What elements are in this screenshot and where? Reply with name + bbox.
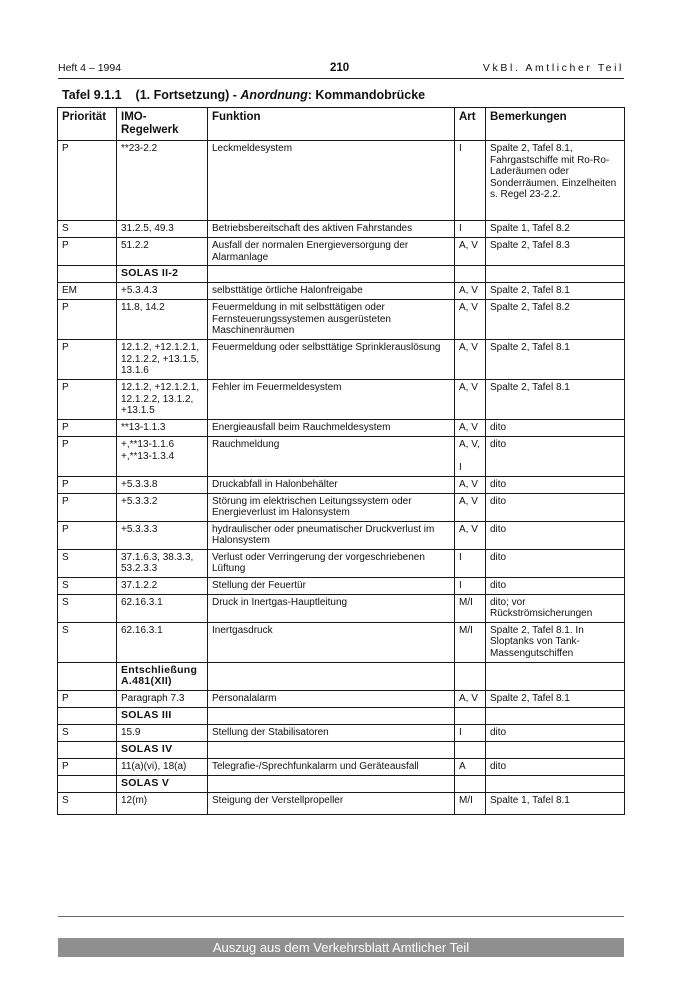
cell-art: A, V [455, 493, 486, 521]
cell-art: I [455, 577, 486, 594]
cell-funktion: Inertgasdruck [208, 622, 455, 662]
table-row [58, 420, 625, 437]
section-empty-cell [58, 707, 117, 724]
cell-prioritaet: P [58, 690, 117, 707]
cell-funktion: Druck in Inertgas-Hauptleitung [208, 594, 455, 622]
table-row [58, 476, 625, 493]
cell-bemerkungen: Spalte 2, Tafel 8.1 [486, 340, 625, 380]
section-label: SOLAS V [117, 775, 208, 792]
cell-funktion: Stellung der Stabilisatoren [208, 724, 455, 741]
cell-funktion: hydraulischer oder pneumatischer Druckverlust im Halonsystem [208, 521, 455, 549]
cell-prioritaet: S [58, 577, 117, 594]
cell-bemerkungen: Spalte 2, Tafel 8.1, Fahrgastschiffe mit Ro-Ro-Laderäumen oder Sonderräumen. Einzelheiten s. Regel 23-2.2. [486, 141, 625, 221]
table-row [58, 549, 625, 577]
cell-prioritaet: P [58, 521, 117, 549]
table-row [58, 283, 625, 300]
section-row [58, 741, 625, 758]
cell-imo: +,**13-1.1.6 +,**13-1.3.4 [117, 437, 208, 477]
section-empty-cell [486, 662, 625, 690]
col-header-funktion: Funktion [208, 108, 455, 141]
cell-imo: **23-2.2 [117, 141, 208, 221]
cell-imo: +5.3.3.8 [117, 476, 208, 493]
section-empty-cell [455, 741, 486, 758]
table-row [58, 493, 625, 521]
cell-art: A, V [455, 283, 486, 300]
section-label: SOLAS IV [117, 741, 208, 758]
section-empty-cell [486, 775, 625, 792]
cell-bemerkungen: dito [486, 420, 625, 437]
col-header-prioritaet: Priorität [58, 108, 117, 141]
cell-art: A, V, I [455, 437, 486, 477]
cell-prioritaet: P [58, 493, 117, 521]
cell-art: A, V [455, 521, 486, 549]
cell-bemerkungen: Spalte 2, Tafel 8.1 [486, 690, 625, 707]
cell-art: A, V [455, 380, 486, 420]
section-empty-cell [208, 662, 455, 690]
cell-bemerkungen: Spalte 1, Tafel 8.2 [486, 221, 625, 238]
cell-art: I [455, 221, 486, 238]
cell-art: M/I [455, 594, 486, 622]
table-header-row [58, 108, 625, 141]
cell-bemerkungen: Spalte 2, Tafel 8.1 [486, 283, 625, 300]
cell-bemerkungen: dito [486, 758, 625, 775]
table-row [58, 792, 625, 814]
cell-imo: 51.2.2 [117, 238, 208, 266]
cell-prioritaet: P [58, 380, 117, 420]
cell-prioritaet: P [58, 141, 117, 221]
cell-prioritaet: EM [58, 283, 117, 300]
cell-prioritaet: P [58, 300, 117, 340]
cell-art: M/I [455, 622, 486, 662]
cell-bemerkungen: Spalte 2, Tafel 8.2 [486, 300, 625, 340]
section-empty-cell [58, 662, 117, 690]
cell-prioritaet: S [58, 622, 117, 662]
cell-art: A [455, 758, 486, 775]
section-row [58, 707, 625, 724]
cell-art: I [455, 724, 486, 741]
cell-bemerkungen: Spalte 2, Tafel 8.1 [486, 380, 625, 420]
cell-prioritaet: P [58, 420, 117, 437]
table-row [58, 521, 625, 549]
cell-prioritaet: S [58, 594, 117, 622]
cell-imo: +5.3.4.3 [117, 283, 208, 300]
cell-art: A, V [455, 690, 486, 707]
section-empty-cell [58, 775, 117, 792]
cell-imo: 37.1.2.2 [117, 577, 208, 594]
section-empty-cell [208, 775, 455, 792]
cell-imo: 11(a)(vi), 18(a) [117, 758, 208, 775]
cell-funktion: Rauchmeldung [208, 437, 455, 477]
cell-imo: 11.8, 14.2 [117, 300, 208, 340]
section-empty-cell [58, 266, 117, 283]
table-row [58, 724, 625, 741]
cell-bemerkungen: dito [486, 476, 625, 493]
cell-prioritaet: P [58, 476, 117, 493]
table-row [58, 238, 625, 266]
title-rest: : Kommandobrücke [307, 88, 426, 102]
table-row [58, 690, 625, 707]
cell-imo: **13-1.1.3 [117, 420, 208, 437]
cell-funktion: Feuermeldung oder selbsttätige Sprinklerauslösung [208, 340, 455, 380]
section-label: SOLAS II-2 [117, 266, 208, 283]
section-empty-cell [58, 741, 117, 758]
header-publication: VkBl. Amtlicher Teil [482, 62, 624, 74]
cell-funktion: Verlust oder Verringerung der vorgeschriebenen Lüftung [208, 549, 455, 577]
col-header-bemerkungen: Bemerkungen [486, 108, 625, 141]
cell-bemerkungen: dito [486, 724, 625, 741]
cell-prioritaet: P [58, 340, 117, 380]
cell-art: A, V [455, 420, 486, 437]
cell-funktion: Störung im elektrischen Leitungssystem oder Energieverlust im Halonsystem [208, 493, 455, 521]
cell-funktion: selbsttätige örtliche Halonfreigabe [208, 283, 455, 300]
cell-imo: +5.3.3.3 [117, 521, 208, 549]
cell-imo: 15.9 [117, 724, 208, 741]
section-empty-cell [455, 662, 486, 690]
section-empty-cell [208, 707, 455, 724]
cell-art: I [455, 141, 486, 221]
cell-prioritaet: P [58, 238, 117, 266]
cell-funktion: Leckmeldesystem [208, 141, 455, 221]
header-rule [58, 78, 624, 79]
cell-imo: 62.16.3.1 [117, 594, 208, 622]
table-row [58, 380, 625, 420]
cell-funktion: Feuermeldung in mit selbsttätigen oder Fernsteuerungssystemen ausgerüsteten Maschinenräumen [208, 300, 455, 340]
cell-bemerkungen: dito [486, 577, 625, 594]
section-label: SOLAS III [117, 707, 208, 724]
cell-imo: 37.1.6.3, 38.3.3, 53.2.3.3 [117, 549, 208, 577]
cell-bemerkungen: dito [486, 549, 625, 577]
header-issue: Heft 4 – 1994 [58, 62, 122, 74]
cell-funktion: Personalalarm [208, 690, 455, 707]
cell-prioritaet: S [58, 724, 117, 741]
cell-imo: +5.3.3.2 [117, 493, 208, 521]
cell-bemerkungen: dito [486, 493, 625, 521]
cell-funktion: Stellung der Feuertür [208, 577, 455, 594]
section-row [58, 266, 625, 283]
footer-banner: Auszug aus dem Verkehrsblatt Amtlicher Teil [58, 938, 624, 957]
table-row [58, 758, 625, 775]
section-row [58, 662, 625, 690]
cell-funktion: Betriebsbereitschaft des aktiven Fahrstandes [208, 221, 455, 238]
cell-prioritaet: S [58, 549, 117, 577]
cell-imo: 31.2.5, 49.3 [117, 221, 208, 238]
cell-bemerkungen: dito [486, 521, 625, 549]
table-row [58, 221, 625, 238]
title-number: Tafel 9.1.1 [62, 88, 122, 102]
section-empty-cell [486, 266, 625, 283]
cell-imo: 12.1.2, +12.1.2.1, 12.1.2.2, +13.1.5, 13.1.6 [117, 340, 208, 380]
cell-imo: 62.16.3.1 [117, 622, 208, 662]
cell-prioritaet: S [58, 221, 117, 238]
cell-bemerkungen: Spalte 1, Tafel 8.1 [486, 792, 625, 814]
title-italic: Anordnung [240, 88, 308, 102]
table-row [58, 437, 625, 477]
table-title [62, 88, 425, 102]
cell-art: A, V [455, 476, 486, 493]
cell-bemerkungen: dito [486, 437, 625, 477]
section-empty-cell [486, 741, 625, 758]
table-row [58, 141, 625, 221]
table-row [58, 594, 625, 622]
cell-art: A, V [455, 300, 486, 340]
cell-funktion: Ausfall der normalen Energieversorgung der Alarmanlage [208, 238, 455, 266]
section-label: Entschließung A.481(XII) [117, 662, 208, 690]
table-row [58, 577, 625, 594]
cell-prioritaet: P [58, 437, 117, 477]
cell-funktion: Steigung der Verstellpropeller [208, 792, 455, 814]
alarm-table [57, 107, 625, 815]
cell-art: A, V [455, 238, 486, 266]
col-header-imo: IMO- Regelwerk [117, 108, 208, 141]
cell-funktion: Fehler im Feuermeldesystem [208, 380, 455, 420]
section-empty-cell [455, 266, 486, 283]
cell-funktion: Telegrafie-/Sprechfunkalarm und Geräteausfall [208, 758, 455, 775]
cell-funktion: Druckabfall in Halonbehälter [208, 476, 455, 493]
section-empty-cell [455, 707, 486, 724]
table-row [58, 300, 625, 340]
cell-bemerkungen: Spalte 2, Tafel 8.1. In Sloptanks von Tank-Massengutschiffen [486, 622, 625, 662]
cell-art: I [455, 549, 486, 577]
section-empty-cell [208, 741, 455, 758]
section-empty-cell [455, 775, 486, 792]
cell-funktion: Energieausfall beim Rauchmeldesystem [208, 420, 455, 437]
cell-bemerkungen: dito; vor Rückströmsicherungen [486, 594, 625, 622]
table-row [58, 622, 625, 662]
cell-imo: 12.1.2, +12.1.2.1, 12.1.2.2, 13.1.2, +13.1.5 [117, 380, 208, 420]
page-number: 210 [330, 62, 350, 74]
section-empty-cell [486, 707, 625, 724]
bottom-rule [58, 916, 624, 917]
section-empty-cell [208, 266, 455, 283]
cell-art: M/I [455, 792, 486, 814]
cell-bemerkungen: Spalte 2, Tafel 8.3 [486, 238, 625, 266]
col-header-art: Art [455, 108, 486, 141]
cell-prioritaet: S [58, 792, 117, 814]
cell-prioritaet: P [58, 758, 117, 775]
cell-imo: 12(m) [117, 792, 208, 814]
title-continuation: (1. Fortsetzung) - [135, 88, 237, 102]
section-row [58, 775, 625, 792]
cell-art: A, V [455, 340, 486, 380]
table-row [58, 340, 625, 380]
cell-imo: Paragraph 7.3 [117, 690, 208, 707]
